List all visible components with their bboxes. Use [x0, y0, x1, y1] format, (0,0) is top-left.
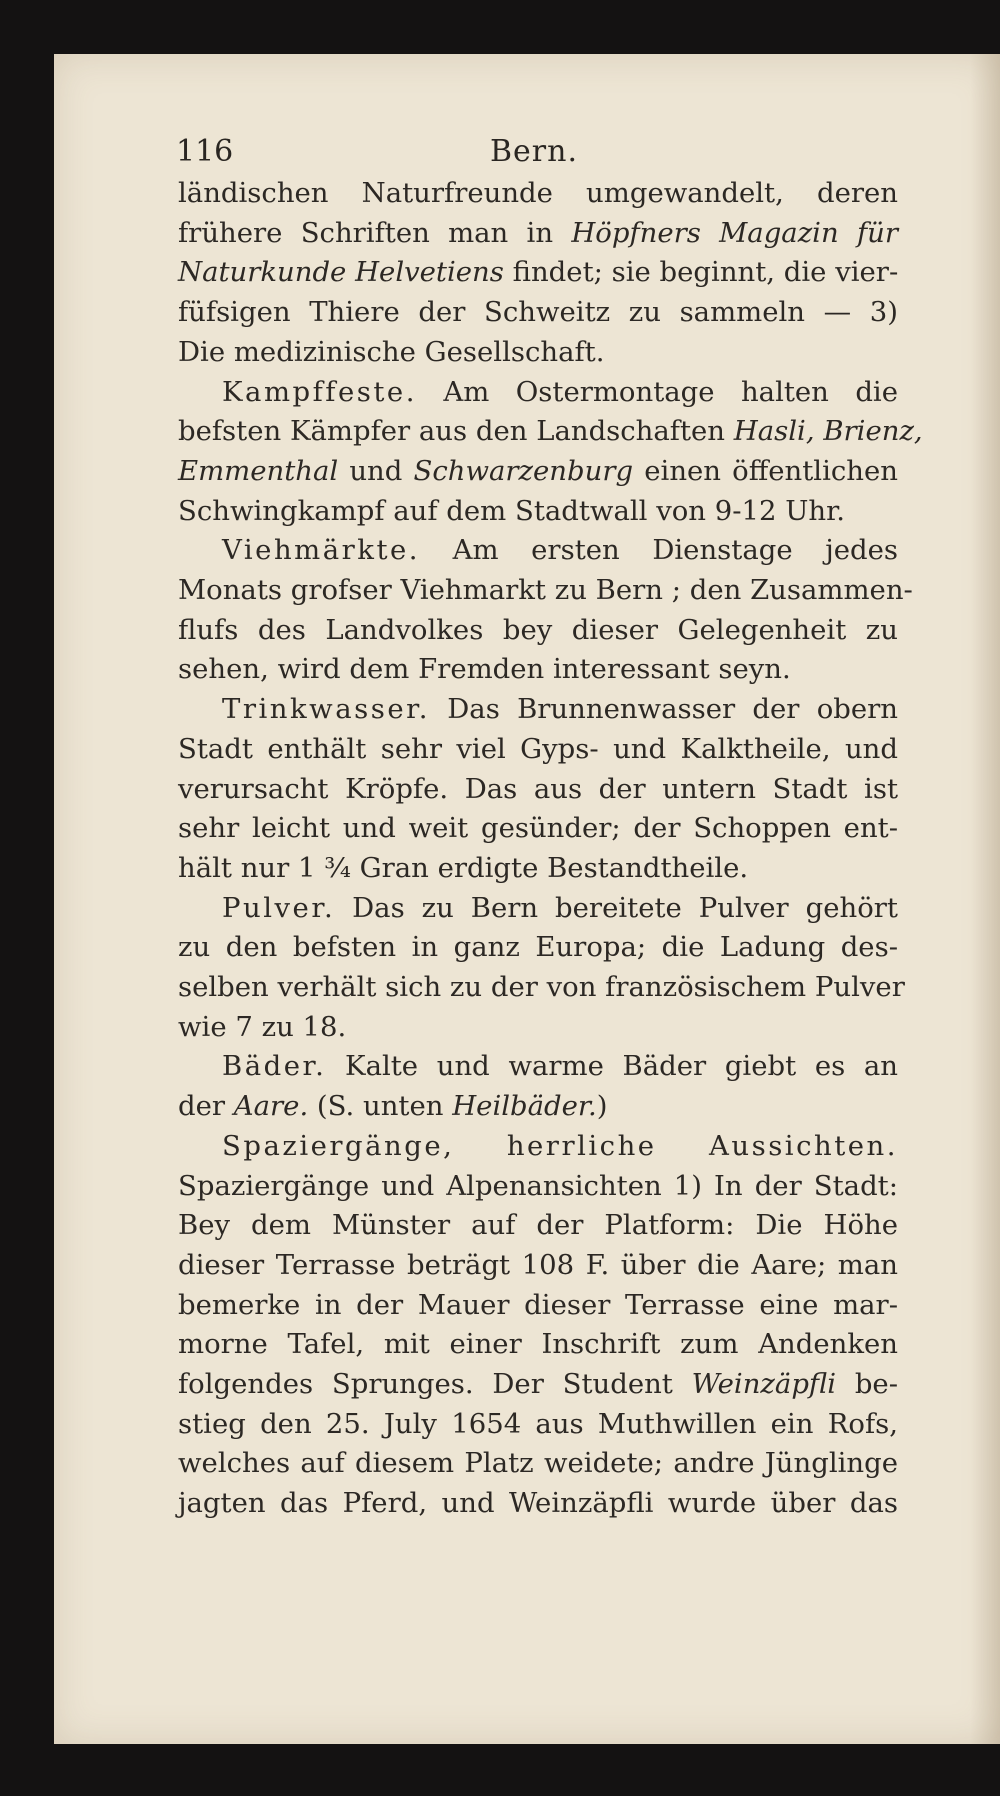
text-line — [222, 1045, 898, 1087]
text-segment: Bey dem Münster auf der Platform: Die Höhe — [178, 1209, 898, 1242]
text-segment: Schwingkampf auf dem Stadtwall von 9-12 Uhr. — [178, 494, 846, 527]
text-line — [178, 251, 898, 293]
italic-text: Heilbäder. — [452, 1090, 597, 1123]
text-segment: Monats grofser Viehmarkt zu Bern ; den Zusammen- — [178, 574, 913, 606]
text-segment: jagten das Pferd, und Weinzäpfli wurde über das — [178, 1487, 898, 1520]
text-segment: selben verhält sich zu der von französischem Pulver — [178, 971, 905, 1003]
text-segment: ländischen Naturfreunde umgewandelt, deren — [178, 177, 898, 209]
text-segment: Bäder. — [222, 1050, 327, 1083]
italic-text: Emmenthal — [178, 454, 339, 487]
text-segment: folgendes Sprunges. Der Student — [178, 1368, 692, 1400]
text-segment: füfsigen Thiere der Schweitz zu sammeln — 3) — [178, 296, 898, 329]
text-line — [222, 529, 898, 571]
text-segment: Am ersten Dienstage jedes — [420, 534, 898, 567]
text-line — [178, 966, 905, 1008]
text-line — [178, 490, 898, 532]
text-segment: wie 7 zu 18. — [178, 1010, 347, 1043]
text-segment: Das Brunnenwasser der obern — [429, 693, 898, 726]
text-segment: verursacht Kröpfe. Das aus der untern Stadt ist — [178, 772, 898, 805]
text-segment: Die medizinische Gesellschaft. — [178, 335, 605, 368]
text-segment: zu den befsten in ganz Europa; die Ladung des- — [178, 931, 898, 964]
text-segment: morne Tafel, mit einer Inschrift zum Andenken — [178, 1328, 898, 1361]
text-line — [178, 1482, 898, 1524]
text-line — [178, 1403, 898, 1445]
italic-text: Schwarzenburg — [413, 454, 634, 487]
text-segment: Viehmärkte. — [222, 534, 421, 567]
text-segment: Pulver. — [222, 891, 336, 924]
text-line — [178, 1165, 898, 1207]
text-line — [178, 331, 898, 373]
text-line — [222, 887, 898, 929]
text-segment: Das zu Bern bereitete Pulver gehört — [335, 891, 898, 924]
italic-text: Höpfners Magazin für — [571, 216, 898, 249]
text-line — [178, 1442, 898, 1484]
text-segment: frühere Schriften man in — [178, 216, 572, 249]
text-line — [178, 1244, 898, 1286]
text-line — [178, 410, 923, 452]
text-segment: Kampffeste. — [222, 375, 417, 408]
text-line — [178, 1284, 898, 1326]
text-line — [178, 1363, 898, 1405]
text-line — [178, 172, 898, 214]
text-segment: Stadt enthält sehr viel Gyps- und Kalktheile, und — [178, 732, 898, 765]
text-segment: Am Ostermontage halten die — [416, 375, 898, 408]
text-line — [222, 371, 898, 413]
text-segment: und — [338, 454, 414, 487]
text-segment: der — [178, 1090, 234, 1123]
text-line — [178, 728, 898, 770]
text-line — [222, 1125, 898, 1167]
text-line — [178, 569, 913, 611]
text-segment: Spaziergänge, herrliche Aussichten. — [222, 1129, 898, 1162]
text-line — [178, 291, 898, 333]
text-line — [222, 688, 898, 730]
text-segment: be- — [836, 1368, 898, 1400]
text-line — [178, 1204, 898, 1246]
text-segment: Spaziergänge und Alpenansichten 1) In der Stadt: — [178, 1169, 898, 1202]
page-header — [176, 134, 596, 174]
text-segment: sehr leicht und weit gesünder; der Schoppen ent- — [178, 812, 898, 845]
text-line — [178, 768, 898, 810]
text-segment: hält nur 1 ¾ Gran erdigte Bestandtheile. — [178, 851, 749, 884]
text-segment: ) — [596, 1090, 608, 1123]
text-segment: sehen, wird dem Fremden interessant seyn. — [178, 653, 791, 686]
italic-text: Naturkunde Helvetiens — [178, 256, 504, 289]
text-segment: einen öffentlichen — [633, 454, 898, 487]
text-line — [178, 807, 898, 849]
text-line — [178, 1085, 898, 1127]
italic-text: Hasli, Brienz, — [733, 415, 923, 448]
text-segment: Trinkwasser. — [222, 693, 430, 726]
italic-text: Weinzäpfli — [691, 1368, 837, 1400]
text-segment: befsten Kämpfer aus den Landschaften — [178, 415, 734, 448]
text-line — [178, 847, 898, 889]
text-segment: Kalte und warme Bäder giebt es an — [326, 1050, 898, 1083]
text-line — [178, 1323, 898, 1365]
text-line — [178, 926, 898, 968]
italic-text: Aare. — [233, 1090, 309, 1123]
text-line — [178, 648, 898, 690]
text-line — [178, 450, 898, 492]
running-head: Bern. — [490, 134, 578, 169]
text-line — [178, 212, 898, 254]
text-line — [178, 609, 898, 651]
text-segment: bemerke in der Mauer dieser Terrasse eine mar- — [178, 1288, 898, 1321]
text-segment: (S. unten — [308, 1090, 453, 1123]
text-segment: flufs des Landvolkes bey dieser Gelegenheit zu — [178, 613, 898, 646]
text-segment: stieg den 25. July 1654 aus Muthwillen ein Rofs, — [178, 1407, 898, 1440]
text-segment: dieser Terrasse beträgt 108 F. über die Aare; man — [178, 1248, 898, 1281]
text-segment: welches auf diesem Platz weidete; andre Jünglinge — [178, 1447, 898, 1480]
text-segment: findet; sie beginnt, die vier- — [503, 256, 899, 289]
text-line — [178, 1006, 898, 1048]
page-number: 116 — [176, 134, 234, 169]
